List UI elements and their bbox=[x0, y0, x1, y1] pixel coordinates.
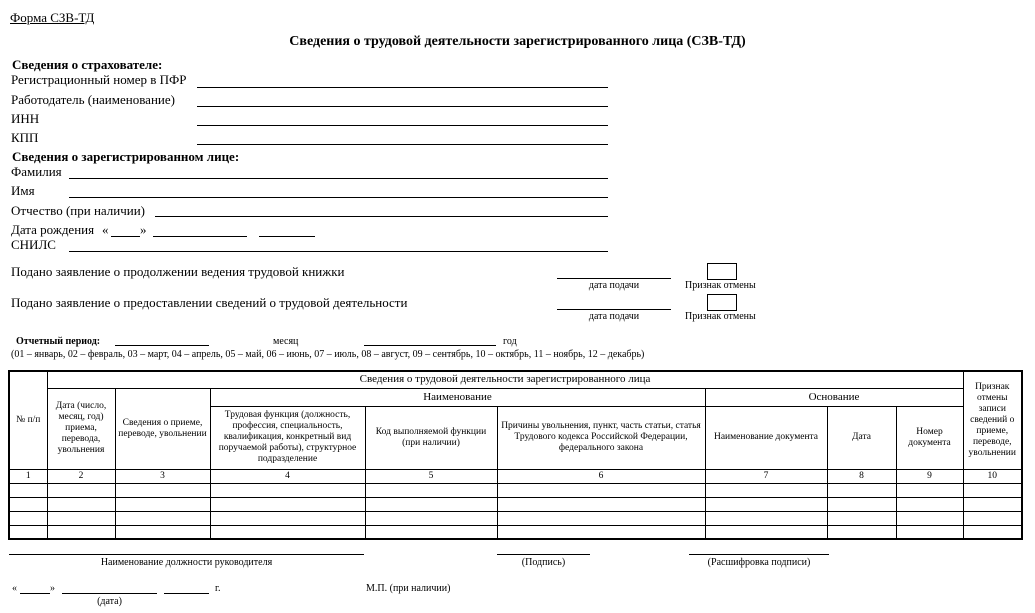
continue-cancel-caption: Признак отмены bbox=[685, 280, 756, 291]
group-main-header: Сведения о трудовой деятельности зарегистрированного лица bbox=[47, 371, 963, 388]
col-doc-num-header: Номер документа bbox=[896, 406, 963, 469]
col-info-header: Сведения о приеме, переводе, увольнении bbox=[115, 388, 210, 469]
continue-cancel-box[interactable] bbox=[707, 263, 737, 280]
col-function-header: Трудовая функция (должность, профессия, специальность, квалификация, конкретный вид поручаемой работы), структурное подразделение bbox=[210, 406, 365, 469]
form-label: Форма СЗВ-ТД bbox=[10, 10, 95, 25]
period-month-field[interactable] bbox=[115, 345, 209, 346]
head-position-caption: Наименование должности руководителя bbox=[100, 557, 273, 568]
footer-day-field[interactable] bbox=[20, 593, 50, 594]
employer-field-line2[interactable] bbox=[197, 125, 608, 126]
birth-day-field[interactable] bbox=[111, 236, 140, 237]
name-field[interactable] bbox=[69, 197, 608, 198]
birth-year-field[interactable] bbox=[259, 236, 315, 237]
col-cancel-header: Признак отмены записи сведений о приеме, переводе, увольнении bbox=[963, 371, 1022, 469]
surname-field[interactable] bbox=[69, 178, 608, 179]
head-position-field[interactable] bbox=[9, 554, 364, 555]
continue-date-field[interactable] bbox=[557, 278, 671, 279]
decoding-caption: (Расшифровка подписи) bbox=[707, 557, 811, 568]
person-heading: Сведения о зарегистрированном лице: bbox=[12, 149, 240, 164]
table-row[interactable] bbox=[9, 497, 1022, 511]
provide-date-caption: дата подачи bbox=[588, 311, 640, 322]
name-label: Имя bbox=[11, 183, 35, 198]
provide-cancel-box[interactable] bbox=[707, 294, 737, 311]
birth-month-field[interactable] bbox=[153, 236, 247, 237]
col-number: 1 bbox=[9, 469, 47, 483]
snils-field[interactable] bbox=[69, 251, 608, 252]
stamp-label: М.П. (при наличии) bbox=[366, 583, 451, 594]
table-row[interactable] bbox=[9, 525, 1022, 539]
date-quote-open: « bbox=[12, 583, 17, 594]
birth-date-label: Дата рождения bbox=[11, 222, 95, 237]
col-number: 5 bbox=[365, 469, 497, 483]
col-num-header: № п/п bbox=[9, 371, 47, 469]
col-number: 3 bbox=[115, 469, 210, 483]
date-quote-close: » bbox=[50, 583, 55, 594]
col-number: 6 bbox=[497, 469, 705, 483]
column-number-row bbox=[9, 469, 1022, 483]
insurer-heading: Сведения о страхователе: bbox=[12, 57, 163, 72]
period-year-caption: год bbox=[503, 336, 517, 347]
footer-year-field[interactable] bbox=[164, 593, 209, 594]
kpp-label: КПП bbox=[11, 130, 39, 145]
col-date-header: Дата (число, месяц, год) приема, перевода, увольнения bbox=[47, 388, 115, 469]
col-reasons-header: Причины увольнения, пункт, часть статьи, статья Трудового кодекса Российской Федерации, федерального закона bbox=[497, 406, 705, 469]
col-number: 7 bbox=[705, 469, 827, 483]
birth-quote-open: « bbox=[102, 222, 109, 237]
col-code-header: Код выполняемой функции (при наличии) bbox=[365, 406, 497, 469]
period-year-field[interactable] bbox=[364, 345, 496, 346]
employer-field[interactable] bbox=[197, 106, 608, 107]
birth-quote-close: » bbox=[140, 222, 147, 237]
col-number: 9 bbox=[896, 469, 963, 483]
continue-date-caption: дата подачи bbox=[588, 280, 640, 291]
work-activity-table bbox=[8, 370, 1023, 540]
date-caption: (дата) bbox=[97, 596, 122, 607]
reg-number-field[interactable] bbox=[197, 87, 608, 88]
signature-field[interactable] bbox=[497, 554, 590, 555]
inn-label: ИНН bbox=[11, 111, 40, 126]
provide-cancel-caption: Признак отмены bbox=[685, 311, 756, 322]
employer-label: Работодатель (наименование) bbox=[11, 92, 175, 107]
period-label: Отчетный период: bbox=[16, 336, 101, 347]
col-number: 2 bbox=[47, 469, 115, 483]
group-basis-header: Основание bbox=[705, 388, 963, 406]
col-doc-date-header: Дата bbox=[827, 406, 896, 469]
application-continue-label: Подано заявление о продолжении ведения трудовой книжки bbox=[11, 264, 345, 279]
period-legend: (01 – январь, 02 – февраль, 03 – март, 04 – апрель, 05 – май, 06 – июнь, 07 – июль, 08 – август, 09 – сентябрь, 10 – октябрь, 11 – ноябрь, 12 – декабрь) bbox=[11, 349, 645, 360]
table-row[interactable] bbox=[9, 483, 1022, 497]
decoding-field[interactable] bbox=[689, 554, 829, 555]
patronymic-label: Отчество (при наличии) bbox=[11, 203, 146, 218]
application-provide-label: Подано заявление о предоставлении сведений о трудовой деятельности bbox=[11, 295, 408, 310]
patronymic-field[interactable] bbox=[155, 216, 608, 217]
page-title: Сведения о трудовой деятельности зарегистрированного лица (СЗВ-ТД) bbox=[289, 34, 746, 49]
col-number: 4 bbox=[210, 469, 365, 483]
col-number: 8 bbox=[827, 469, 896, 483]
surname-label: Фамилия bbox=[11, 164, 62, 179]
footer-month-field[interactable] bbox=[62, 593, 157, 594]
period-month-caption: месяц bbox=[273, 336, 299, 347]
year-suffix: г. bbox=[215, 583, 221, 594]
table-row[interactable] bbox=[9, 511, 1022, 525]
group-name-header: Наименование bbox=[210, 388, 705, 406]
reg-number-label: Регистрационный номер в ПФР bbox=[11, 72, 187, 87]
snils-label: СНИЛС bbox=[11, 237, 56, 252]
provide-date-field[interactable] bbox=[557, 309, 671, 310]
signature-caption: (Подпись) bbox=[521, 557, 566, 568]
kpp-field[interactable] bbox=[197, 144, 608, 145]
col-number: 10 bbox=[963, 469, 1022, 483]
col-doc-name-header: Наименование документа bbox=[705, 406, 827, 469]
